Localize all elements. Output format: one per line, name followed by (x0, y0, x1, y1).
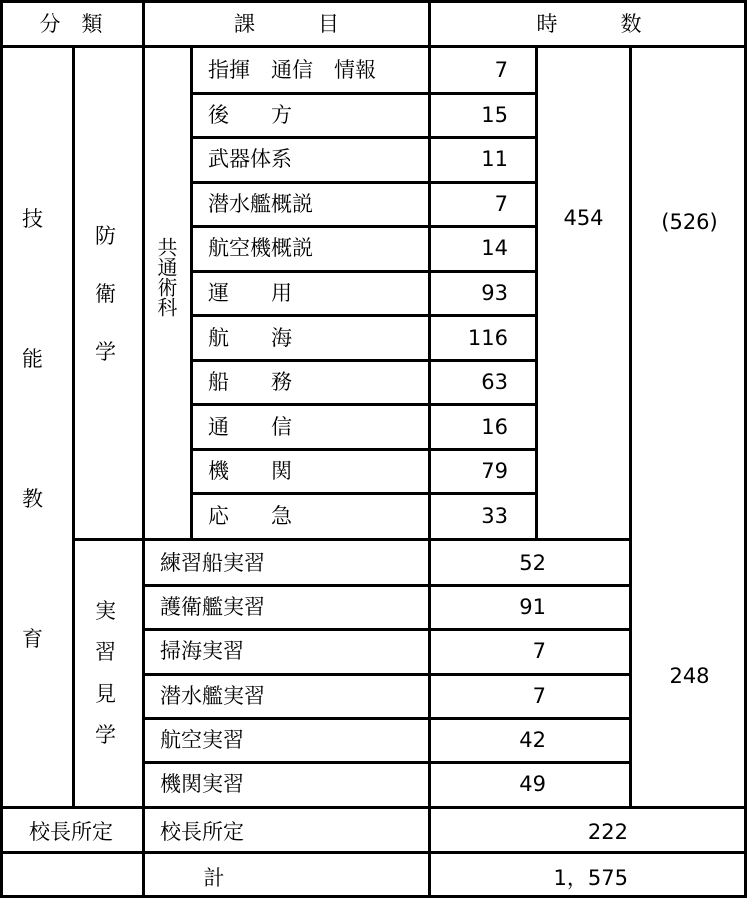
defense-subject-hours: 7 (494, 58, 508, 82)
category-main-char: 教 (22, 487, 43, 511)
practice-subject-hours: 49 (519, 772, 546, 796)
principal-category: 校長所定 (29, 820, 113, 844)
defense-label-char: 学 (95, 340, 116, 364)
defense-subject-name: 指揮 通信 情報 (208, 58, 376, 82)
practice-label-char: 習 (95, 640, 116, 664)
practice-subject-hours: 52 (519, 551, 546, 575)
technical-total: (526) (661, 210, 718, 234)
principal-subject: 校長所定 (160, 820, 244, 844)
defense-subject-name: 応 急 (208, 504, 292, 528)
practice-label-char: 実 (95, 599, 116, 623)
row-divider (190, 314, 538, 317)
row-divider (190, 181, 538, 184)
defense-subject-name: 潜水艦概説 (208, 192, 313, 216)
practice-subject-hours: 7 (532, 639, 546, 663)
defense-subtotal: 454 (563, 206, 604, 230)
defense-subject-name: 航 海 (208, 326, 292, 350)
defense-subject-hours: 11 (481, 147, 508, 171)
row-divider (142, 673, 632, 676)
defense-subject-name: 航空機概説 (208, 236, 313, 260)
practice-subject-name: 掃海実習 (160, 639, 244, 663)
practice-label-char: 学 (95, 723, 116, 747)
category-main-char: 育 (22, 627, 43, 651)
defense-subject-name: 機 関 (208, 459, 292, 483)
practice-subject-name: 機関実習 (160, 772, 244, 796)
defense-subject-name: 後 方 (208, 103, 292, 127)
total-label: 計 (203, 866, 225, 890)
row-divider (190, 136, 538, 139)
defense-subject-name: 運 用 (208, 281, 292, 305)
header-hours: 時 数 (536, 12, 642, 36)
principal-hours: 222 (587, 820, 628, 844)
row-divider (190, 359, 538, 362)
practice-label-char: 見 (95, 682, 116, 706)
row-divider (190, 92, 538, 95)
defense-subject-name: 船 務 (208, 370, 292, 394)
defense-label-char: 衛 (95, 282, 116, 306)
defense-subject-hours: 116 (467, 326, 508, 350)
category-main-char: 技 (22, 207, 43, 231)
defense-subject-hours: 33 (481, 504, 508, 528)
common-subjects-label: 共通術科 (154, 237, 178, 317)
defense-subject-hours: 14 (481, 236, 508, 260)
header-category: 分 類 (39, 12, 103, 36)
practice-subject-hours: 7 (532, 684, 546, 708)
practice-subject-name: 航空実習 (160, 728, 244, 752)
defense-subject-name: 武器体系 (208, 147, 292, 171)
row-divider (190, 270, 538, 273)
row-divider (142, 717, 632, 720)
row-divider (142, 584, 632, 587)
defense-subject-hours: 7 (494, 192, 508, 216)
defense-subject-hours: 93 (481, 281, 508, 305)
practice-subject-hours: 42 (519, 728, 546, 752)
defense-label-char: 防 (95, 224, 116, 248)
row-divider (190, 225, 538, 228)
header-subject: 課 目 (234, 12, 339, 36)
total-hours: 1，575 (553, 866, 628, 890)
practice-subject-name: 練習船実習 (160, 551, 265, 575)
practice-subject-hours: 91 (519, 595, 546, 619)
defense-subject-hours: 63 (481, 370, 508, 394)
defense-subject-name: 通 信 (208, 415, 292, 439)
row-divider (142, 628, 632, 631)
practice-subject-name: 潜水艦実習 (160, 684, 265, 708)
defense-subject-hours: 15 (481, 103, 508, 127)
row-divider (190, 403, 538, 406)
defense-subject-hours: 16 (481, 415, 508, 439)
row-divider (142, 761, 632, 764)
category-main-char: 能 (22, 347, 43, 371)
row-divider (190, 492, 538, 495)
practice-subject-name: 護衛艦実習 (160, 595, 265, 619)
practice-subtotal: 248 (669, 664, 710, 688)
row-divider (190, 448, 538, 451)
defense-subject-hours: 79 (481, 459, 508, 483)
